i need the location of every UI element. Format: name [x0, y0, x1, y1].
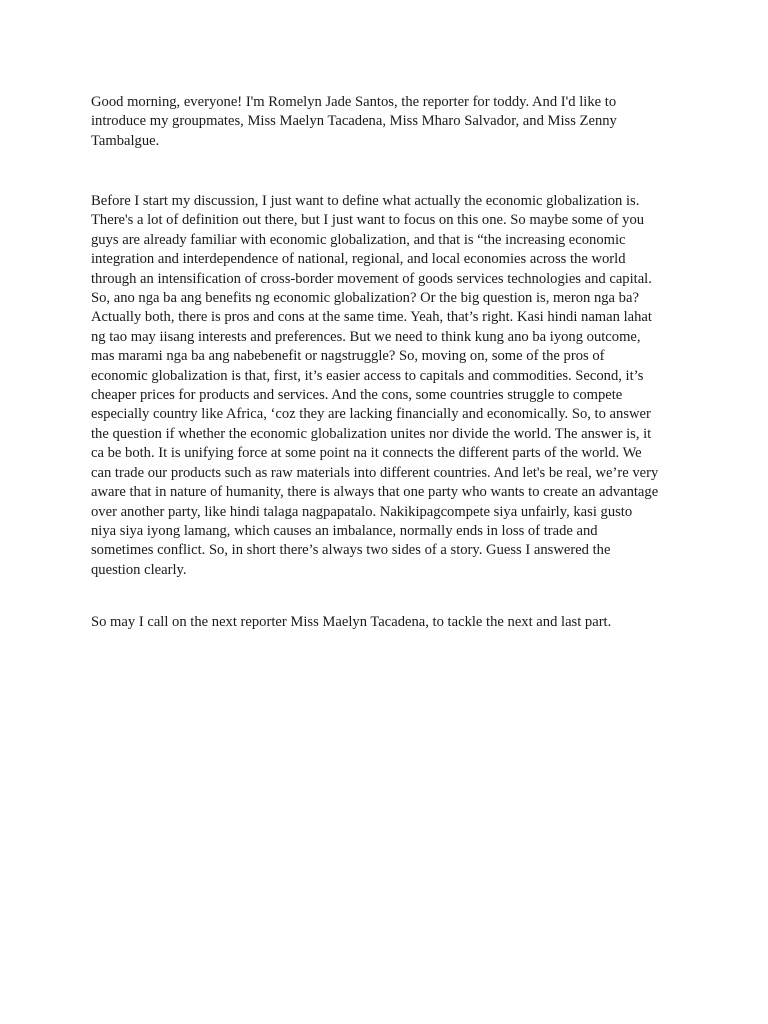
- intro-paragraph: Good morning, everyone! I'm Romelyn Jade Santos, the reporter for toddy. And I'd like to introduce my groupmates, Miss Maelyn Tacadena, Miss Mharo Salvador, and Miss Zenny Tambalgue.: [91, 94, 617, 149]
- closing-paragraph: So may I call on the next reporter Miss Maelyn Tacadena, to tackle the next and last part.: [91, 614, 612, 630]
- discussion-paragraph: Before I start my discussion, I just want to define what actually the economic globalization is. There's a lot of definition out there, but I just want to focus on this one. So maybe some of you guys are already familiar with economic globalization, and that is “the increasing economic integration and interdependence of national, regional, and local economies across the world through an intensification of cross-border movement of goods services technologies and capital. So, ano nga ba ang benefits ng economic globalization? Or the big question is, meron nga ba? Actually both, there is pros and cons at the same time. Yeah, that’s right. Kasi hindi naman lahat ng tao may iisang interests and preferences. But we need to think kung ano ba iyong outcome, mas marami nga ba ang nabebenefit or nagstruggle? So, moving on, some of the pros of economic globalization is that, first, it’s easier access to capitals and commodities. Second, it’s cheaper prices for products and services. And the cons, some countries struggle to compete especially country like Africa, ‘coz they are lacking financially and economically. So, to answer the question if whether the economic globalization unites nor divide the world. The answer is, it ca be both. It is unifying force at some point na it connects the different parts of the world. We can trade our products such as raw materials into different countries. And let's be real, we’re very aware that in nature of humanity, there is always that one party who wants to create an advantage over another party, like hindi talaga nagpapatalo. Nakikipagcompete siya unfairly, kasi gusto niya siya iyong lamang, which causes an imbalance, normally ends in loss of trade and sometimes conflict. So, in short there’s always two sides of a story. Guess I answered the question clearly.: [91, 193, 659, 578]
